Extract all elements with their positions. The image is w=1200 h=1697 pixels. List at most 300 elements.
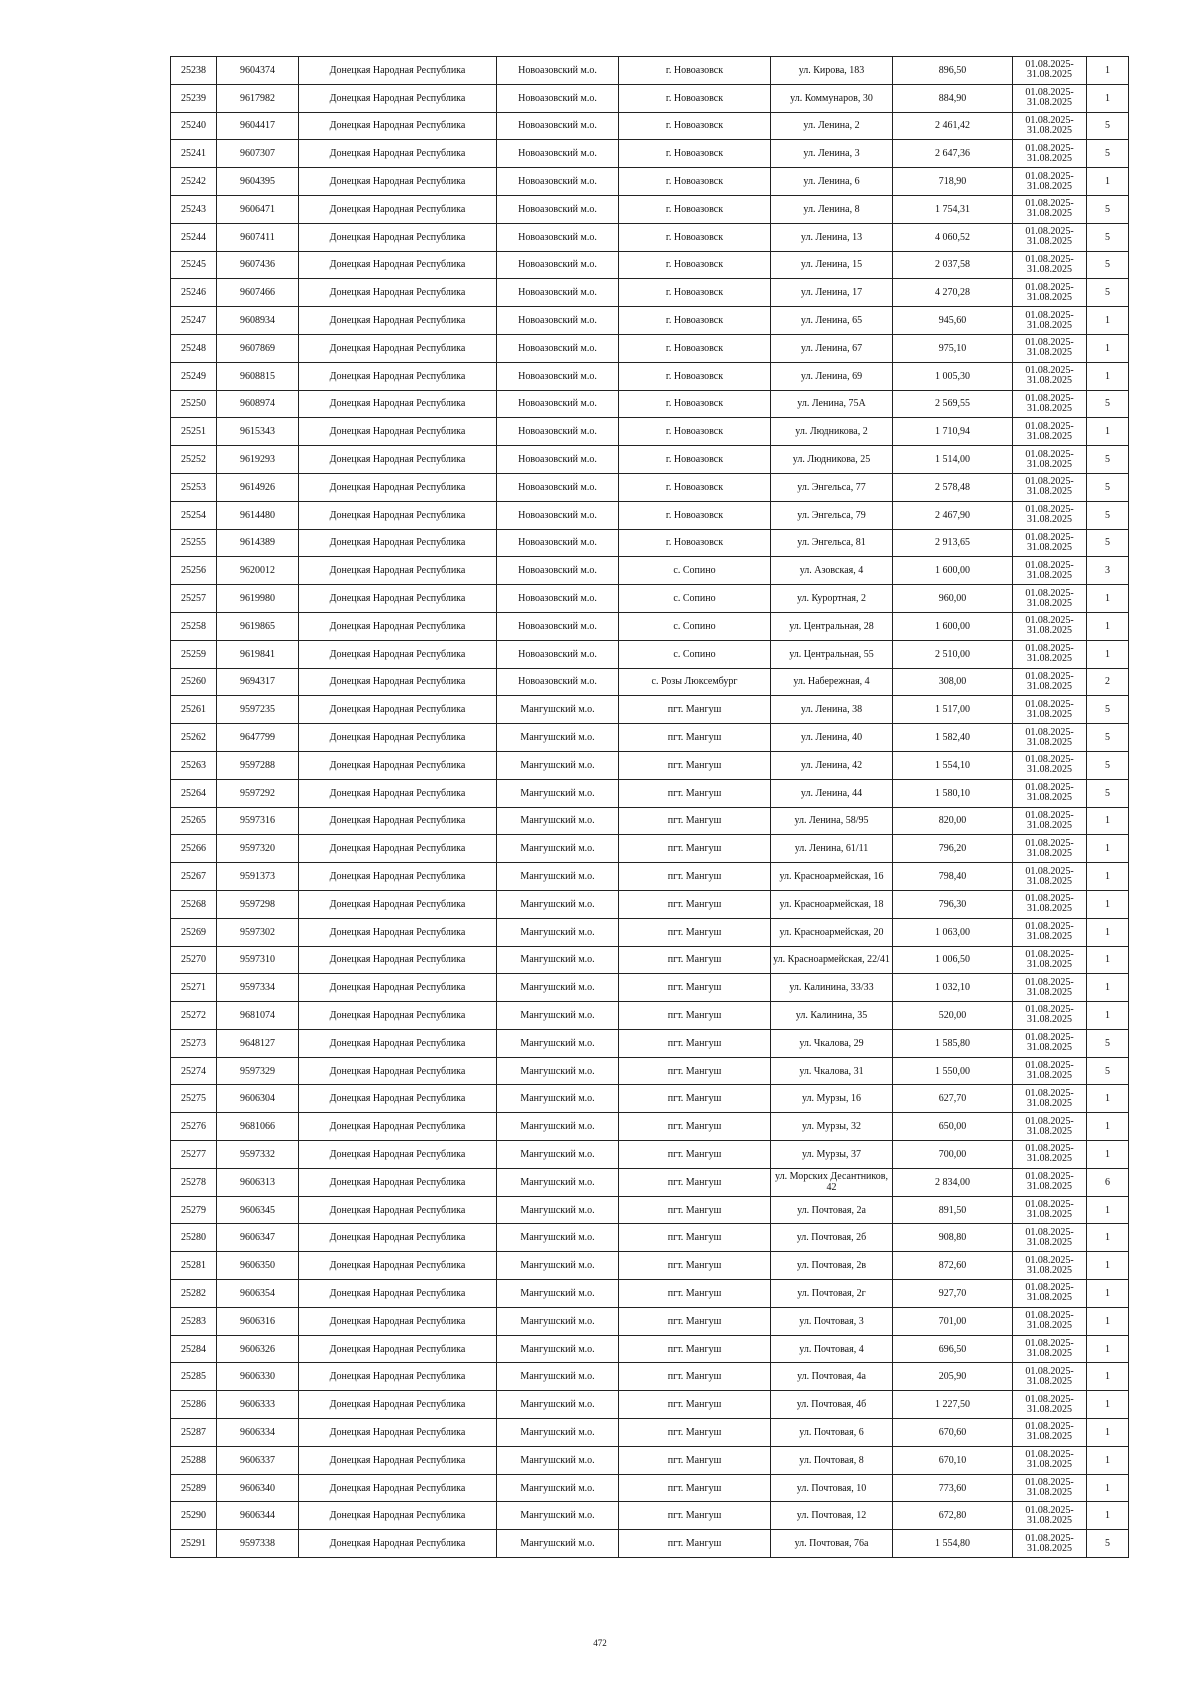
cell-record-number: 25260: [171, 668, 217, 696]
cell-quantity: 1: [1087, 168, 1129, 196]
cell-region: Донецкая Народная Республика: [299, 1141, 497, 1169]
table-row: [171, 1224, 1129, 1252]
cell-area: 2 037,58: [893, 251, 1013, 279]
table-row: [171, 223, 1129, 251]
cell-period: 01.08.2025-31.08.2025: [1013, 612, 1087, 640]
cell-address: ул. Кирова, 183: [771, 57, 893, 85]
table-row: [171, 585, 1129, 613]
cell-area: 700,00: [893, 1141, 1013, 1169]
cell-quantity: 1: [1087, 1113, 1129, 1141]
cell-record-number: 25275: [171, 1085, 217, 1113]
cell-address: ул. Ленина, 2: [771, 112, 893, 140]
table-row: [171, 112, 1129, 140]
cell-period: 01.08.2025-31.08.2025: [1013, 1502, 1087, 1530]
page-number: 472: [593, 1638, 607, 1648]
cell-address: ул. Мурзы, 16: [771, 1085, 893, 1113]
cell-municipal-district: Мангушский м.о.: [497, 1196, 619, 1224]
cell-address: ул. Почтовая, 76а: [771, 1530, 893, 1558]
cell-municipal-district: Мангушский м.о.: [497, 1057, 619, 1085]
cell-settlement: пгт. Мангуш: [619, 779, 771, 807]
cell-settlement: с. Сопино: [619, 557, 771, 585]
cell-record-number: 25282: [171, 1280, 217, 1308]
cell-quantity: 1: [1087, 1224, 1129, 1252]
cell-region: Донецкая Народная Республика: [299, 195, 497, 223]
cell-period: 01.08.2025-31.08.2025: [1013, 751, 1087, 779]
cell-quantity: 5: [1087, 1530, 1129, 1558]
cell-record-number: 25287: [171, 1419, 217, 1447]
cell-area: 1 600,00: [893, 612, 1013, 640]
cell-object-id: 9606347: [217, 1224, 299, 1252]
cell-area: 627,70: [893, 1085, 1013, 1113]
cell-object-id: 9606334: [217, 1419, 299, 1447]
cell-period: 01.08.2025-31.08.2025: [1013, 1029, 1087, 1057]
table-row: [171, 1002, 1129, 1030]
table-row: [171, 334, 1129, 362]
cell-area: 2 461,42: [893, 112, 1013, 140]
table-row: [171, 1280, 1129, 1308]
cell-area: 2 578,48: [893, 473, 1013, 501]
cell-object-id: 9604395: [217, 168, 299, 196]
cell-area: 718,90: [893, 168, 1013, 196]
cell-area: 908,80: [893, 1224, 1013, 1252]
table-row: [171, 362, 1129, 390]
cell-quantity: 1: [1087, 585, 1129, 613]
cell-quantity: 1: [1087, 640, 1129, 668]
cell-period: 01.08.2025-31.08.2025: [1013, 362, 1087, 390]
cell-region: Донецкая Народная Республика: [299, 279, 497, 307]
cell-area: 872,60: [893, 1252, 1013, 1280]
table-row: [171, 1530, 1129, 1558]
cell-settlement: пгт. Мангуш: [619, 1391, 771, 1419]
table-row: [171, 640, 1129, 668]
cell-area: 1 005,30: [893, 362, 1013, 390]
cell-record-number: 25261: [171, 696, 217, 724]
cell-quantity: 1: [1087, 946, 1129, 974]
cell-region: Донецкая Народная Республика: [299, 307, 497, 335]
cell-region: Донецкая Народная Республика: [299, 1113, 497, 1141]
cell-settlement: пгт. Мангуш: [619, 807, 771, 835]
cell-object-id: 9597302: [217, 918, 299, 946]
cell-region: Донецкая Народная Республика: [299, 890, 497, 918]
cell-object-id: 9606304: [217, 1085, 299, 1113]
cell-settlement: пгт. Мангуш: [619, 751, 771, 779]
cell-object-id: 9597334: [217, 974, 299, 1002]
cell-quantity: 5: [1087, 140, 1129, 168]
cell-region: Донецкая Народная Республика: [299, 168, 497, 196]
table-body: [171, 57, 1129, 1558]
cell-region: Донецкая Народная Республика: [299, 668, 497, 696]
cell-address: ул. Красноармейская, 20: [771, 918, 893, 946]
cell-settlement: г. Новоазовск: [619, 390, 771, 418]
cell-settlement: пгт. Мангуш: [619, 1335, 771, 1363]
cell-region: Донецкая Народная Республика: [299, 251, 497, 279]
cell-record-number: 25253: [171, 473, 217, 501]
cell-period: 01.08.2025-31.08.2025: [1013, 390, 1087, 418]
cell-period: 01.08.2025-31.08.2025: [1013, 585, 1087, 613]
table-row: [171, 696, 1129, 724]
cell-municipal-district: Мангушский м.о.: [497, 724, 619, 752]
cell-quantity: 3: [1087, 557, 1129, 585]
cell-region: Донецкая Народная Республика: [299, 557, 497, 585]
cell-period: 01.08.2025-31.08.2025: [1013, 668, 1087, 696]
cell-settlement: г. Новоазовск: [619, 418, 771, 446]
cell-settlement: пгт. Мангуш: [619, 724, 771, 752]
cell-settlement: пгт. Мангуш: [619, 918, 771, 946]
cell-object-id: 9597338: [217, 1530, 299, 1558]
cell-region: Донецкая Народная Республика: [299, 334, 497, 362]
cell-region: Донецкая Народная Республика: [299, 446, 497, 474]
cell-municipal-district: Новоазовский м.о.: [497, 307, 619, 335]
cell-area: 1 585,80: [893, 1029, 1013, 1057]
cell-quantity: 5: [1087, 529, 1129, 557]
cell-settlement: г. Новоазовск: [619, 251, 771, 279]
cell-quantity: 5: [1087, 112, 1129, 140]
cell-quantity: 5: [1087, 724, 1129, 752]
cell-object-id: 9648127: [217, 1029, 299, 1057]
cell-address: ул. Ленина, 3: [771, 140, 893, 168]
cell-municipal-district: Новоазовский м.о.: [497, 585, 619, 613]
cell-region: Донецкая Народная Республика: [299, 1419, 497, 1447]
cell-municipal-district: Мангушский м.о.: [497, 1113, 619, 1141]
cell-period: 01.08.2025-31.08.2025: [1013, 863, 1087, 891]
cell-record-number: 25290: [171, 1502, 217, 1530]
cell-quantity: 1: [1087, 1419, 1129, 1447]
cell-region: Донецкая Народная Республика: [299, 112, 497, 140]
cell-object-id: 9606316: [217, 1307, 299, 1335]
cell-record-number: 25240: [171, 112, 217, 140]
cell-region: Донецкая Народная Республика: [299, 1502, 497, 1530]
cell-municipal-district: Новоазовский м.о.: [497, 668, 619, 696]
cell-municipal-district: Мангушский м.о.: [497, 1280, 619, 1308]
cell-object-id: 9606354: [217, 1280, 299, 1308]
cell-area: 1 032,10: [893, 974, 1013, 1002]
cell-address: ул. Калинина, 35: [771, 1002, 893, 1030]
cell-area: 773,60: [893, 1474, 1013, 1502]
cell-period: 01.08.2025-31.08.2025: [1013, 1335, 1087, 1363]
cell-period: 01.08.2025-31.08.2025: [1013, 307, 1087, 335]
cell-quantity: 1: [1087, 1002, 1129, 1030]
cell-object-id: 9606326: [217, 1335, 299, 1363]
cell-record-number: 25286: [171, 1391, 217, 1419]
cell-region: Донецкая Народная Республика: [299, 1002, 497, 1030]
cell-municipal-district: Новоазовский м.о.: [497, 640, 619, 668]
cell-region: Донецкая Народная Республика: [299, 1474, 497, 1502]
cell-address: ул. Ленина, 40: [771, 724, 893, 752]
cell-address: ул. Почтовая, 4: [771, 1335, 893, 1363]
cell-settlement: пгт. Мангуш: [619, 946, 771, 974]
cell-record-number: 25283: [171, 1307, 217, 1335]
cell-record-number: 25274: [171, 1057, 217, 1085]
cell-municipal-district: Новоазовский м.о.: [497, 195, 619, 223]
cell-area: 2 913,65: [893, 529, 1013, 557]
cell-municipal-district: Новоазовский м.о.: [497, 557, 619, 585]
cell-object-id: 9607307: [217, 140, 299, 168]
cell-settlement: пгт. Мангуш: [619, 1224, 771, 1252]
table-row: [171, 1057, 1129, 1085]
table-row: [171, 1335, 1129, 1363]
cell-quantity: 1: [1087, 1446, 1129, 1474]
cell-municipal-district: Мангушский м.о.: [497, 807, 619, 835]
table-row: [171, 390, 1129, 418]
cell-area: 1 550,00: [893, 1057, 1013, 1085]
cell-address: ул. Красноармейская, 22/41: [771, 946, 893, 974]
cell-object-id: 9606344: [217, 1502, 299, 1530]
table-row: [171, 918, 1129, 946]
cell-region: Донецкая Народная Республика: [299, 501, 497, 529]
cell-address: ул. Почтовая, 6: [771, 1419, 893, 1447]
cell-municipal-district: Новоазовский м.о.: [497, 168, 619, 196]
cell-period: 01.08.2025-31.08.2025: [1013, 112, 1087, 140]
cell-period: 01.08.2025-31.08.2025: [1013, 1419, 1087, 1447]
cell-object-id: 9606471: [217, 195, 299, 223]
cell-region: Донецкая Народная Республика: [299, 612, 497, 640]
cell-address: ул. Почтовая, 2г: [771, 1280, 893, 1308]
cell-record-number: 25256: [171, 557, 217, 585]
cell-region: Донецкая Народная Республика: [299, 1029, 497, 1057]
cell-record-number: 25265: [171, 807, 217, 835]
cell-record-number: 25245: [171, 251, 217, 279]
cell-municipal-district: Мангушский м.о.: [497, 1446, 619, 1474]
cell-municipal-district: Новоазовский м.о.: [497, 390, 619, 418]
cell-area: 1 006,50: [893, 946, 1013, 974]
cell-address: ул. Морских Десантников, 42: [771, 1168, 893, 1196]
cell-area: 1 554,10: [893, 751, 1013, 779]
cell-quantity: 1: [1087, 1280, 1129, 1308]
cell-record-number: 25258: [171, 612, 217, 640]
cell-address: ул. Ленина, 65: [771, 307, 893, 335]
cell-settlement: г. Новоазовск: [619, 57, 771, 85]
cell-object-id: 9617982: [217, 84, 299, 112]
cell-object-id: 9607411: [217, 223, 299, 251]
cell-area: 1 710,94: [893, 418, 1013, 446]
cell-object-id: 9597292: [217, 779, 299, 807]
cell-settlement: пгт. Мангуш: [619, 1029, 771, 1057]
cell-record-number: 25244: [171, 223, 217, 251]
cell-period: 01.08.2025-31.08.2025: [1013, 807, 1087, 835]
cell-address: ул. Центральная, 28: [771, 612, 893, 640]
cell-object-id: 9597235: [217, 696, 299, 724]
cell-address: ул. Ленина, 75А: [771, 390, 893, 418]
cell-municipal-district: Новоазовский м.о.: [497, 612, 619, 640]
cell-area: 975,10: [893, 334, 1013, 362]
cell-region: Донецкая Народная Республика: [299, 1530, 497, 1558]
cell-quantity: 2: [1087, 668, 1129, 696]
cell-object-id: 9681066: [217, 1113, 299, 1141]
cell-quantity: 1: [1087, 1391, 1129, 1419]
cell-period: 01.08.2025-31.08.2025: [1013, 1391, 1087, 1419]
cell-record-number: 25268: [171, 890, 217, 918]
cell-object-id: 9619841: [217, 640, 299, 668]
cell-municipal-district: Мангушский м.о.: [497, 1168, 619, 1196]
cell-address: ул. Почтовая, 12: [771, 1502, 893, 1530]
cell-area: 884,90: [893, 84, 1013, 112]
cell-record-number: 25285: [171, 1363, 217, 1391]
cell-area: 2 647,36: [893, 140, 1013, 168]
cell-period: 01.08.2025-31.08.2025: [1013, 1002, 1087, 1030]
cell-period: 01.08.2025-31.08.2025: [1013, 1363, 1087, 1391]
cell-period: 01.08.2025-31.08.2025: [1013, 974, 1087, 1002]
cell-municipal-district: Мангушский м.о.: [497, 1085, 619, 1113]
table-row: [171, 418, 1129, 446]
cell-address: ул. Ленина, 61/11: [771, 835, 893, 863]
cell-area: 205,90: [893, 1363, 1013, 1391]
cell-area: 1 514,00: [893, 446, 1013, 474]
cell-record-number: 25246: [171, 279, 217, 307]
cell-quantity: 6: [1087, 1168, 1129, 1196]
cell-address: ул. Почтовая, 10: [771, 1474, 893, 1502]
cell-period: 01.08.2025-31.08.2025: [1013, 1141, 1087, 1169]
cell-settlement: пгт. Мангуш: [619, 1252, 771, 1280]
table-row: [171, 863, 1129, 891]
cell-address: ул. Ленина, 42: [771, 751, 893, 779]
cell-object-id: 9607869: [217, 334, 299, 362]
table-row: [171, 529, 1129, 557]
cell-region: Донецкая Народная Республика: [299, 473, 497, 501]
cell-municipal-district: Мангушский м.о.: [497, 751, 619, 779]
cell-quantity: 5: [1087, 279, 1129, 307]
records-table: [170, 56, 1129, 1558]
cell-address: ул. Красноармейская, 16: [771, 863, 893, 891]
cell-region: Донецкая Народная Республика: [299, 140, 497, 168]
cell-record-number: 25269: [171, 918, 217, 946]
cell-quantity: 5: [1087, 501, 1129, 529]
cell-period: 01.08.2025-31.08.2025: [1013, 640, 1087, 668]
cell-settlement: пгт. Мангуш: [619, 1419, 771, 1447]
cell-area: 891,50: [893, 1196, 1013, 1224]
cell-address: ул. Красноармейская, 18: [771, 890, 893, 918]
cell-region: Донецкая Народная Республика: [299, 696, 497, 724]
cell-municipal-district: Новоазовский м.о.: [497, 446, 619, 474]
cell-region: Донецкая Народная Республика: [299, 1224, 497, 1252]
cell-quantity: 5: [1087, 390, 1129, 418]
cell-quantity: 5: [1087, 779, 1129, 807]
table-row: [171, 1196, 1129, 1224]
cell-quantity: 5: [1087, 1057, 1129, 1085]
cell-area: 1 754,31: [893, 195, 1013, 223]
cell-object-id: 9608934: [217, 307, 299, 335]
cell-region: Донецкая Народная Республика: [299, 1363, 497, 1391]
table-row: [171, 251, 1129, 279]
table-row: [171, 1029, 1129, 1057]
cell-region: Донецкая Народная Республика: [299, 1335, 497, 1363]
cell-record-number: 25248: [171, 334, 217, 362]
cell-municipal-district: Мангушский м.о.: [497, 863, 619, 891]
cell-quantity: 1: [1087, 974, 1129, 1002]
cell-period: 01.08.2025-31.08.2025: [1013, 446, 1087, 474]
cell-area: 2 510,00: [893, 640, 1013, 668]
cell-municipal-district: Мангушский м.о.: [497, 974, 619, 1002]
cell-municipal-district: Мангушский м.о.: [497, 1252, 619, 1280]
cell-region: Донецкая Народная Республика: [299, 57, 497, 85]
cell-settlement: пгт. Мангуш: [619, 1085, 771, 1113]
cell-municipal-district: Новоазовский м.о.: [497, 473, 619, 501]
cell-record-number: 25266: [171, 835, 217, 863]
cell-record-number: 25239: [171, 84, 217, 112]
cell-period: 01.08.2025-31.08.2025: [1013, 1252, 1087, 1280]
cell-quantity: 5: [1087, 195, 1129, 223]
cell-municipal-district: Новоазовский м.о.: [497, 501, 619, 529]
cell-municipal-district: Мангушский м.о.: [497, 1224, 619, 1252]
cell-record-number: 25242: [171, 168, 217, 196]
table-row: [171, 1141, 1129, 1169]
cell-record-number: 25289: [171, 1474, 217, 1502]
cell-address: ул. Почтовая, 2б: [771, 1224, 893, 1252]
cell-object-id: 9604374: [217, 57, 299, 85]
cell-quantity: 1: [1087, 1252, 1129, 1280]
cell-record-number: 25238: [171, 57, 217, 85]
cell-settlement: пгт. Мангуш: [619, 1446, 771, 1474]
cell-object-id: 9615343: [217, 418, 299, 446]
cell-record-number: 25259: [171, 640, 217, 668]
cell-municipal-district: Мангушский м.о.: [497, 779, 619, 807]
cell-period: 01.08.2025-31.08.2025: [1013, 890, 1087, 918]
table-row: [171, 1252, 1129, 1280]
cell-period: 01.08.2025-31.08.2025: [1013, 1474, 1087, 1502]
cell-record-number: 25273: [171, 1029, 217, 1057]
cell-record-number: 25257: [171, 585, 217, 613]
cell-settlement: г. Новоазовск: [619, 223, 771, 251]
cell-period: 01.08.2025-31.08.2025: [1013, 1085, 1087, 1113]
cell-address: ул. Коммунаров, 30: [771, 84, 893, 112]
cell-area: 650,00: [893, 1113, 1013, 1141]
cell-area: 796,20: [893, 835, 1013, 863]
cell-object-id: 9694317: [217, 668, 299, 696]
cell-period: 01.08.2025-31.08.2025: [1013, 1446, 1087, 1474]
cell-settlement: пгт. Мангуш: [619, 890, 771, 918]
cell-area: 701,00: [893, 1307, 1013, 1335]
cell-quantity: 1: [1087, 1085, 1129, 1113]
cell-quantity: 1: [1087, 1363, 1129, 1391]
cell-municipal-district: Мангушский м.о.: [497, 890, 619, 918]
cell-object-id: 9614926: [217, 473, 299, 501]
cell-object-id: 9614389: [217, 529, 299, 557]
cell-record-number: 25254: [171, 501, 217, 529]
cell-object-id: 9619980: [217, 585, 299, 613]
cell-municipal-district: Новоазовский м.о.: [497, 140, 619, 168]
cell-settlement: пгт. Мангуш: [619, 1280, 771, 1308]
cell-area: 1 554,80: [893, 1530, 1013, 1558]
cell-region: Донецкая Народная Республика: [299, 362, 497, 390]
cell-object-id: 9597320: [217, 835, 299, 863]
cell-municipal-district: Мангушский м.о.: [497, 1029, 619, 1057]
cell-record-number: 25251: [171, 418, 217, 446]
cell-object-id: 9606345: [217, 1196, 299, 1224]
cell-area: 927,70: [893, 1280, 1013, 1308]
table-row: [171, 1085, 1129, 1113]
cell-region: Донецкая Народная Республика: [299, 751, 497, 779]
cell-period: 01.08.2025-31.08.2025: [1013, 918, 1087, 946]
cell-period: 01.08.2025-31.08.2025: [1013, 168, 1087, 196]
cell-area: 896,50: [893, 57, 1013, 85]
cell-area: 670,60: [893, 1419, 1013, 1447]
cell-quantity: 1: [1087, 418, 1129, 446]
cell-quantity: 5: [1087, 1029, 1129, 1057]
cell-settlement: г. Новоазовск: [619, 195, 771, 223]
cell-region: Донецкая Народная Республика: [299, 223, 497, 251]
cell-settlement: с. Розы Люксембург: [619, 668, 771, 696]
cell-municipal-district: Мангушский м.о.: [497, 1502, 619, 1530]
cell-municipal-district: Новоазовский м.о.: [497, 84, 619, 112]
cell-period: 01.08.2025-31.08.2025: [1013, 223, 1087, 251]
cell-region: Донецкая Народная Республика: [299, 946, 497, 974]
table-row: [171, 57, 1129, 85]
cell-record-number: 25249: [171, 362, 217, 390]
cell-address: ул. Энгельса, 79: [771, 501, 893, 529]
table-row: [171, 612, 1129, 640]
cell-area: 670,10: [893, 1446, 1013, 1474]
cell-municipal-district: Мангушский м.о.: [497, 946, 619, 974]
cell-region: Донецкая Народная Республика: [299, 724, 497, 752]
